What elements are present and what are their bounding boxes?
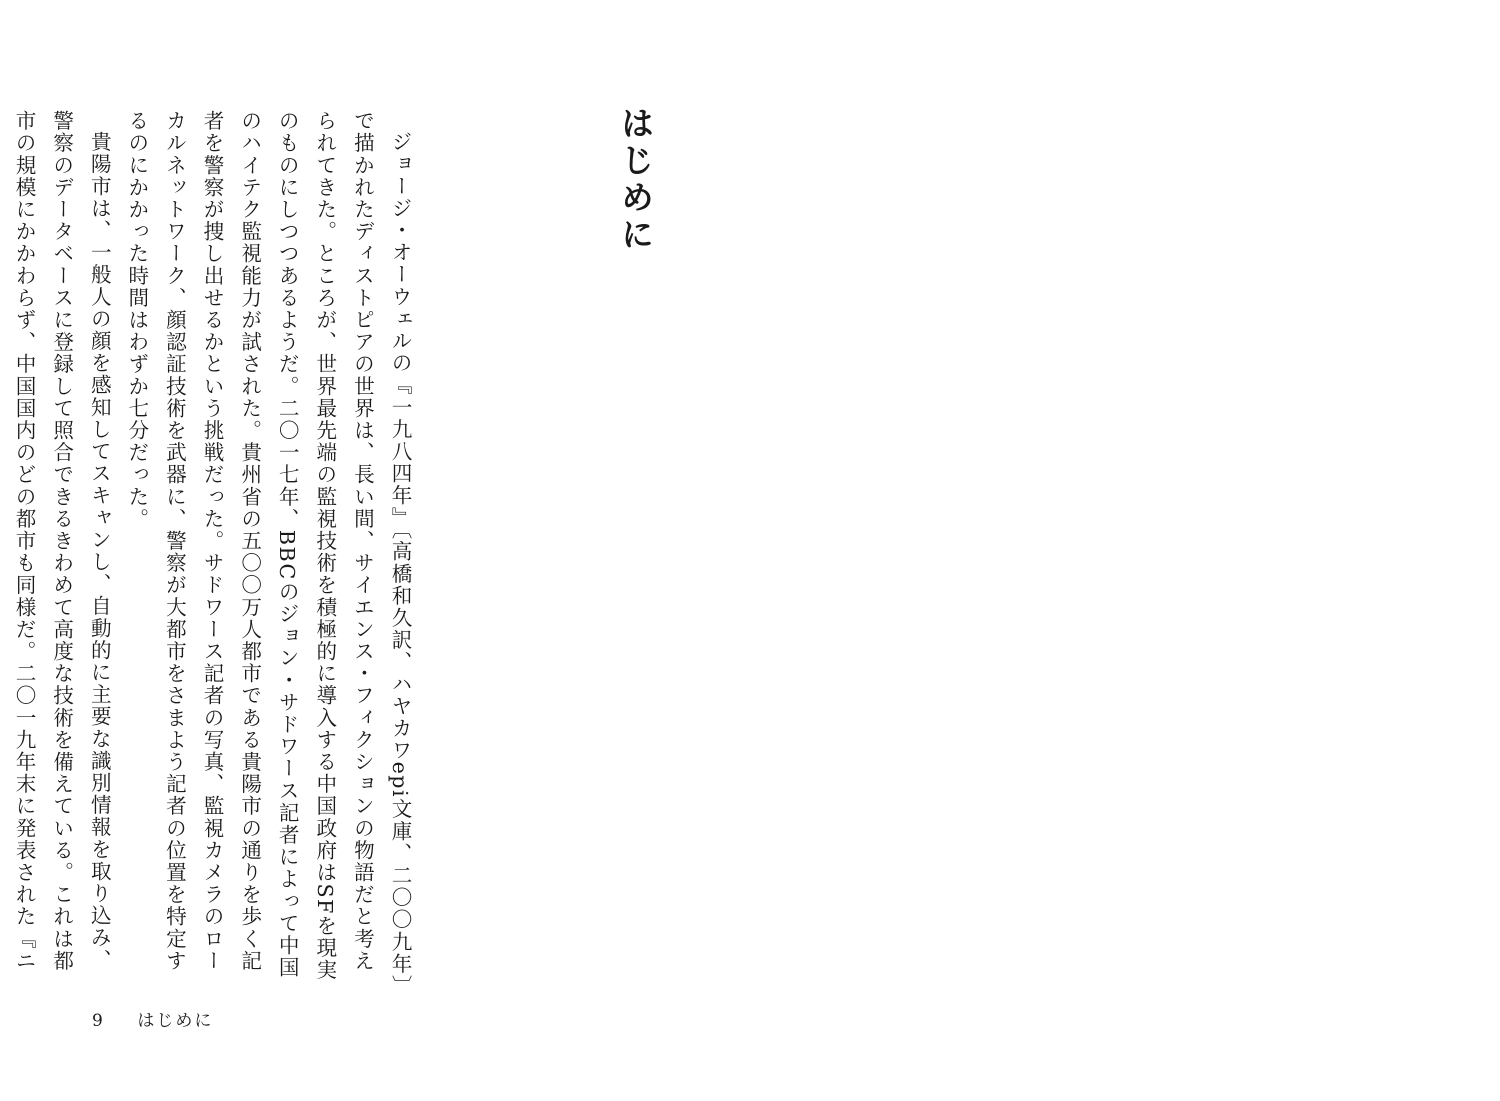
running-title: はじめに xyxy=(137,1011,214,1031)
page-footer xyxy=(92,1006,213,1031)
page-number: 9 xyxy=(92,1011,103,1031)
paragraph: 貴陽市は、一般人の顔を感知してスキャンし、自動的に主要な識別情報を取り込み、警察のデータベースに登録して照合できるきわめて高度な技術を備えている。これは都市の規模にかかわらず、中国国内のどの都市も同様だ。二〇一九年末に発表された『ニ xyxy=(12,110,112,972)
chapter-title: はじめに xyxy=(616,106,656,254)
body-text xyxy=(12,110,418,990)
paragraph: ジョージ・オーウェルの『一九八四年』〔高橋和久訳、ハヤカワepi文庫、二〇〇九年〕で描かれたディストピアの世界は、長い間、サイエンス・フィクションの物語だと考えられてきた。ところが、世界最先端の監視技術を積極的に導入する中国政府はSFを現実のものにしつつあるようだ。二〇一七年、BBCのジョン・サドワース記者によって中国のハイテク監視能力が試された。貴州省の五〇〇万人都市である貴陽市の通りを歩く記者を警察が捜し出せるかという挑戦だった。サドワース記者の写真、監視カメラのローカルネットワーク、顔認証技術を武器に、警察が大都市をさまよう記者の位置を特定するのにかかった時間はわずか七分だった。 xyxy=(124,110,412,987)
